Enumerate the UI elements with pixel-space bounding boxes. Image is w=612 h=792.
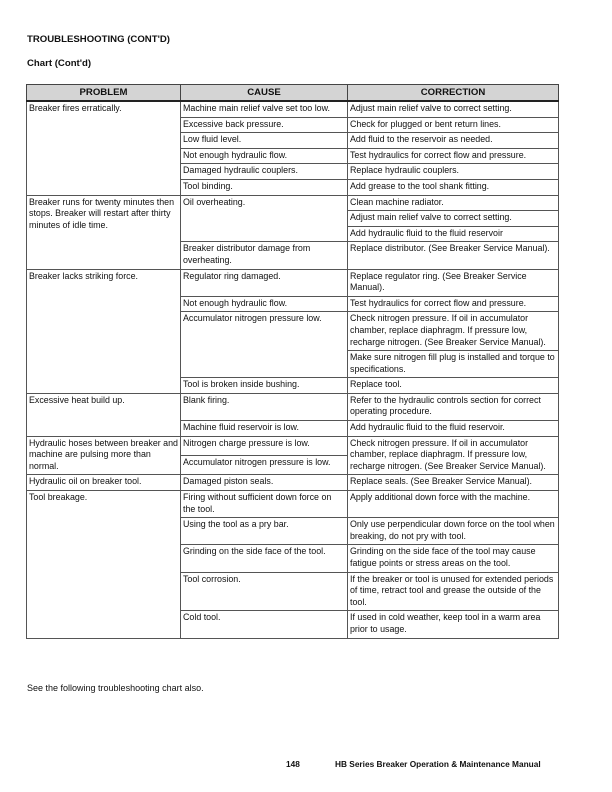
cause-cell: Cold tool. [181,611,348,638]
cause-cell: Accumulator nitrogen pressure low. [181,312,348,378]
column-header-correction: CORRECTION [348,85,559,102]
correction-cell: Check nitrogen pressure. If oil in accumulator chamber, replace diaphragm. If pressure low, recharge nitrogen. (See Breaker Service Manual). [348,436,559,475]
correction-cell: Add fluid to the reservoir as needed. [348,133,559,149]
cause-cell: Grinding on the side face of the tool. [181,545,348,572]
cause-cell: Using the tool as a pry bar. [181,518,348,545]
correction-cell: Test hydraulics for correct flow and pressure. [348,296,559,312]
page-title: TROUBLESHOOTING (CONT'D) [27,34,170,45]
manual-title: HB Series Breaker Operation & Maintenance Manual [335,759,541,769]
correction-cell: Grinding on the side face of the tool may cause fatigue points or stress areas on the tool. [348,545,559,572]
correction-cell: Add grease to the tool shank fitting. [348,179,559,195]
correction-cell: Replace seals. (See Breaker Service Manual). [348,475,559,491]
correction-cell: Adjust main relief valve to correct setting. [348,101,559,117]
table-row [27,491,559,518]
correction-cell: Replace tool. [348,378,559,394]
problem-cell: Hydraulic oil on breaker tool. [27,475,181,491]
correction-cell: If the breaker or tool is unused for extended periods of time, retract tool and grease the outside of the tool. [348,572,559,611]
cause-cell: Nitrogen charge pressure is low. [181,436,348,455]
correction-cell: Apply additional down force with the machine. [348,491,559,518]
troubleshooting-table [26,84,559,639]
cause-cell: Damaged piston seals. [181,475,348,491]
correction-cell: Refer to the hydraulic controls section for correct operating procedure. [348,393,559,420]
correction-cell: If used in cold weather, keep tool in a warm area prior to usage. [348,611,559,638]
table-header-row [27,85,559,102]
cause-cell: Oil overheating. [181,195,348,242]
cause-cell: Machine main relief valve set too low. [181,101,348,117]
correction-cell: Make sure nitrogen fill plug is installed and torque to specifications. [348,351,559,378]
correction-cell: Test hydraulics for correct flow and pressure. [348,148,559,164]
cause-cell: Regulator ring damaged. [181,269,348,296]
cause-cell: Tool binding. [181,179,348,195]
column-header-problem: PROBLEM [27,85,181,102]
correction-cell: Clean machine radiator. [348,195,559,211]
cause-cell: Low fluid level. [181,133,348,149]
cause-cell: Accumulator nitrogen pressure is low. [181,456,348,475]
cause-cell: Breaker distributor damage from overheating. [181,242,348,269]
table-row [27,269,559,296]
correction-cell: Add hydraulic fluid to the fluid reservoir. [348,421,559,437]
correction-cell: Adjust main relief valve to correct setting. [348,211,559,227]
cause-cell: Not enough hydraulic flow. [181,296,348,312]
table-row [27,475,559,491]
correction-cell: Check nitrogen pressure. If oil in accumulator chamber, replace diaphragm. If pressure low, recharge nitrogen. (See Breaker Service Manual). [348,312,559,351]
cause-cell: Excessive back pressure. [181,117,348,133]
correction-cell: Add hydraulic fluid to the fluid reservoir [348,226,559,242]
table-row [27,436,559,455]
correction-cell: Only use perpendicular down force on the tool when breaking, do not pry with tool. [348,518,559,545]
correction-cell: Replace distributor. (See Breaker Service Manual). [348,242,559,269]
table-row [27,195,559,211]
cause-cell: Blank firing. [181,393,348,420]
table-row [27,101,559,117]
problem-cell: Breaker lacks striking force. [27,269,181,393]
table-row [27,393,559,420]
problem-cell: Breaker fires erratically. [27,101,181,195]
cause-cell: Firing without sufficient down force on the tool. [181,491,348,518]
correction-cell: Check for plugged or bent return lines. [348,117,559,133]
problem-cell: Breaker runs for twenty minutes then stops. Breaker will restart after thirty minutes of idle time. [27,195,181,269]
problem-cell: Excessive heat build up. [27,393,181,436]
problem-cell: Tool breakage. [27,491,181,639]
column-header-cause: CAUSE [181,85,348,102]
page-number: 148 [286,759,300,769]
correction-cell: Replace regulator ring. (See Breaker Service Manual). [348,269,559,296]
cause-cell: Not enough hydraulic flow. [181,148,348,164]
correction-cell: Replace hydraulic couplers. [348,164,559,180]
problem-cell: Hydraulic hoses between breaker and machine are pulsing more than normal. [27,436,181,475]
cause-cell: Tool corrosion. [181,572,348,611]
see-also-note: See the following troubleshooting chart also. [27,683,204,693]
chart-subtitle: Chart (Cont'd) [27,58,92,69]
cause-cell: Tool is broken inside bushing. [181,378,348,394]
cause-cell: Damaged hydraulic couplers. [181,164,348,180]
cause-cell: Machine fluid reservoir is low. [181,421,348,437]
